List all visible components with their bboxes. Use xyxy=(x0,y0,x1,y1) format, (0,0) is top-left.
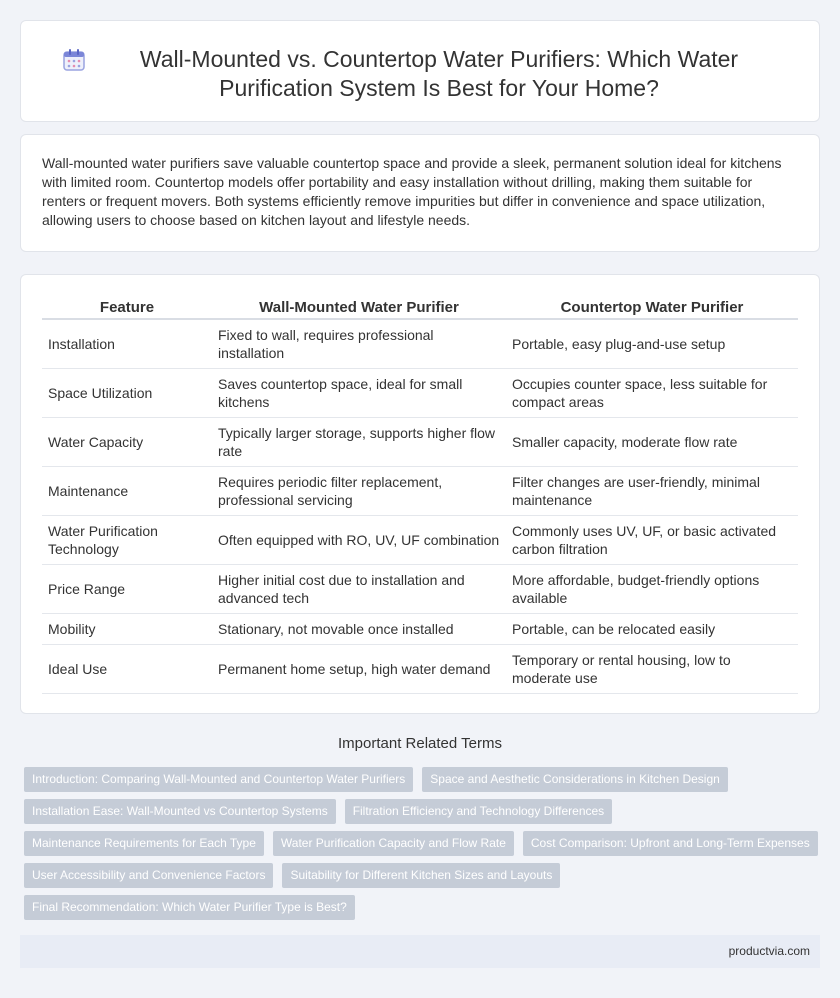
feature-cell: Installation xyxy=(42,319,212,369)
feature-cell: Mobility xyxy=(42,614,212,645)
footer-site-link[interactable]: productvia.com xyxy=(728,944,810,958)
wall-mounted-cell: Saves countertop space, ideal for small kitchens xyxy=(212,369,506,418)
header-countertop: Countertop Water Purifier xyxy=(506,296,798,319)
countertop-cell: Occupies counter space, less suitable for compact areas xyxy=(506,369,798,418)
table-row xyxy=(42,369,798,418)
countertop-cell: Temporary or rental housing, low to moderate use xyxy=(506,645,798,694)
feature-cell: Maintenance xyxy=(42,467,212,516)
countertop-cell: Commonly uses UV, UF, or basic activated carbon filtration xyxy=(506,516,798,565)
related-terms-tags xyxy=(24,767,824,927)
related-term-tag[interactable]: Cost Comparison: Upfront and Long-Term Expenses xyxy=(523,831,818,856)
related-term-tag[interactable]: Installation Ease: Wall-Mounted vs Countertop Systems xyxy=(24,799,336,824)
table-header-row xyxy=(42,296,798,319)
table-row xyxy=(42,645,798,694)
wall-mounted-cell: Stationary, not movable once installed xyxy=(212,614,506,645)
table-row xyxy=(42,565,798,614)
tag-row xyxy=(24,831,824,856)
title-card xyxy=(20,20,820,122)
related-term-tag[interactable]: Filtration Efficiency and Technology Differences xyxy=(345,799,612,824)
feature-cell: Ideal Use xyxy=(42,645,212,694)
wall-mounted-cell: Permanent home setup, high water demand xyxy=(212,645,506,694)
related-term-tag[interactable]: Space and Aesthetic Considerations in Kitchen Design xyxy=(422,767,728,792)
table-row xyxy=(42,319,798,369)
related-term-tag[interactable]: Maintenance Requirements for Each Type xyxy=(24,831,264,856)
countertop-cell: More affordable, budget-friendly options available xyxy=(506,565,798,614)
comparison-card xyxy=(20,274,820,714)
header-wall-mounted: Wall-Mounted Water Purifier xyxy=(212,296,506,319)
feature-cell: Price Range xyxy=(42,565,212,614)
wall-mounted-cell: Fixed to wall, requires professional installation xyxy=(212,319,506,369)
countertop-cell: Portable, easy plug-and-use setup xyxy=(506,319,798,369)
table-row xyxy=(42,418,798,467)
wall-mounted-cell: Often equipped with RO, UV, UF combination xyxy=(212,516,506,565)
wall-mounted-cell: Typically larger storage, supports higher flow rate xyxy=(212,418,506,467)
related-term-tag[interactable]: Introduction: Comparing Wall-Mounted and Countertop Water Purifiers xyxy=(24,767,413,792)
related-term-tag[interactable]: Final Recommendation: Which Water Purifier Type is Best? xyxy=(24,895,355,920)
tag-row xyxy=(24,863,824,888)
related-term-tag[interactable]: User Accessibility and Convenience Factors xyxy=(24,863,273,888)
table-row xyxy=(42,614,798,645)
intro-card xyxy=(20,134,820,252)
title-row xyxy=(21,21,819,103)
table-row xyxy=(42,467,798,516)
header-feature: Feature xyxy=(42,296,212,319)
related-term-tag[interactable]: Suitability for Different Kitchen Sizes and Layouts xyxy=(282,863,560,888)
countertop-cell: Filter changes are user-friendly, minimal maintenance xyxy=(506,467,798,516)
wall-mounted-cell: Higher initial cost due to installation and advanced tech xyxy=(212,565,506,614)
feature-cell: Water Purification Technology xyxy=(42,516,212,565)
related-term-tag[interactable]: Water Purification Capacity and Flow Rate xyxy=(273,831,514,856)
feature-cell: Space Utilization xyxy=(42,369,212,418)
tag-row xyxy=(24,799,824,824)
tag-row xyxy=(24,895,824,920)
comparison-table xyxy=(42,296,798,694)
tag-row xyxy=(24,767,824,792)
countertop-cell: Portable, can be relocated easily xyxy=(506,614,798,645)
footer xyxy=(20,935,820,968)
table-row xyxy=(42,516,798,565)
countertop-cell: Smaller capacity, moderate flow rate xyxy=(506,418,798,467)
calendar-icon xyxy=(61,47,87,73)
page-title: Wall-Mounted vs. Countertop Water Purifiers: Which Water Purification System Is Best for Your Home? xyxy=(139,46,739,101)
intro-paragraph: Wall-mounted water purifiers save valuable countertop space and provide a sleek, permanent solution ideal for kitchens with limited room. Countertop models offer portability and easy installation without drilling, making them suitable for renters or frequent movers. Both systems efficiently remove impurities but differ in convenience and space utilization, allowing users to choose based on kitchen layout and lifestyle needs. xyxy=(42,155,782,228)
related-terms-title: Important Related Terms xyxy=(338,735,502,752)
wall-mounted-cell: Requires periodic filter replacement, professional servicing xyxy=(212,467,506,516)
feature-cell: Water Capacity xyxy=(42,418,212,467)
